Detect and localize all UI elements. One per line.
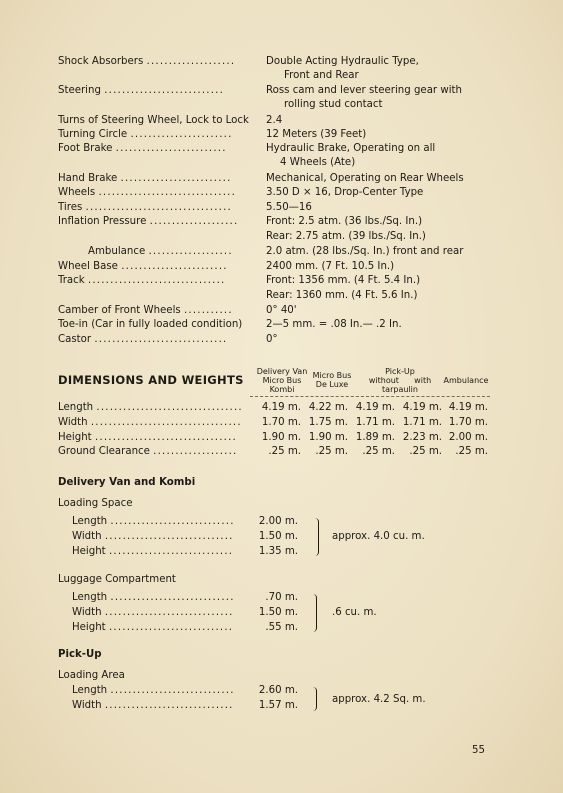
cell: 2.00 m.	[448, 432, 488, 443]
dim-row: Height ............................	[72, 622, 234, 633]
cell: .25 m.	[362, 446, 395, 457]
dim-value: .55 m.	[265, 622, 298, 633]
spec-value: Rear: 1360 mm. (4 Ft. 5.6 In.)	[266, 290, 418, 301]
spec-row	[58, 84, 224, 98]
dim-row: Length ............................	[72, 592, 235, 603]
cell: 1.75 m.	[308, 417, 348, 428]
spec-label: Castor	[58, 334, 92, 345]
spec-value: Mechanical, Operating on Rear Wheels	[266, 173, 464, 184]
cell: .25 m.	[315, 446, 348, 457]
cell: .25 m.	[268, 446, 301, 457]
row-label: Length .................................	[58, 402, 243, 413]
brace	[315, 518, 319, 556]
spec-row	[58, 55, 235, 69]
dimensions-heading: DIMENSIONS AND WEIGHTS	[58, 373, 244, 387]
dim-row: Height ............................	[72, 546, 234, 557]
leader-dots: ...............................	[87, 275, 226, 286]
brace	[313, 594, 317, 632]
cell: 1.71 m.	[402, 417, 442, 428]
leader-dots: ...........	[183, 305, 233, 316]
spec-row	[58, 260, 228, 274]
column-header: Micro Bus De Luxe	[312, 371, 352, 389]
leader-dots: ...............................	[98, 187, 237, 198]
spec-label: Ambulance	[88, 246, 146, 257]
cell: 1.70 m.	[448, 417, 488, 428]
spec-row	[58, 304, 233, 318]
spec-row	[58, 333, 228, 347]
cell: 4.19 m.	[402, 402, 442, 413]
spec-label: Hand Brake	[58, 173, 118, 184]
cell: 4.22 m.	[308, 402, 348, 413]
spec-label: Foot Brake	[58, 143, 113, 154]
dim-row: Width .............................	[72, 531, 234, 542]
column-header: Pick-Up without with tarpaulin	[368, 367, 432, 394]
spec-row	[58, 215, 238, 229]
spec-value: 12 Meters (39 Feet)	[266, 129, 367, 140]
cell: 1.89 m.	[355, 432, 395, 443]
leader-dots: ....................	[146, 56, 236, 67]
leader-dots: .......................	[130, 129, 233, 140]
spec-value-cont: Front and Rear	[284, 70, 359, 81]
leader-dots: .........................	[120, 173, 232, 184]
leader-dots: ....................	[149, 216, 239, 227]
spec-value: 0°	[266, 334, 278, 345]
section-heading: Delivery Van and Kombi	[58, 477, 196, 488]
spec-value-cont: 4 Wheels (Ate)	[280, 157, 356, 168]
spec-row	[88, 245, 233, 259]
spec-value-cont: rolling stud contact	[284, 99, 383, 110]
dim-value: 1.50 m.	[258, 531, 298, 542]
dim-row: Width .............................	[72, 700, 234, 711]
leader-dots: ...................	[148, 246, 233, 257]
leader-dots: ........................	[121, 261, 228, 272]
row-label: Ground Clearance ...................	[58, 446, 238, 457]
spec-label: Camber of Front Wheels	[58, 305, 181, 316]
area-total: approx. 4.2 Sq. m.	[332, 694, 426, 705]
volume-total: approx. 4.0 cu. m.	[332, 531, 425, 542]
spec-row	[58, 274, 226, 288]
spec-row	[58, 172, 232, 186]
spec-value: Front: 2.5 atm. (36 lbs./Sq. In.)	[266, 216, 423, 227]
cell: 4.19 m.	[448, 402, 488, 413]
dim-row: Width .............................	[72, 607, 234, 618]
cell: 1.70 m.	[261, 417, 301, 428]
spec-label: Wheels	[58, 187, 96, 198]
spec-value: 2.0 atm. (28 lbs./Sq. In.) front and rear	[266, 246, 464, 257]
leader-dots: ..............................	[94, 334, 228, 345]
brace	[313, 687, 317, 711]
spec-label: Inflation Pressure	[58, 216, 147, 227]
cell: .25 m.	[455, 446, 488, 457]
cell: 2.23 m.	[402, 432, 442, 443]
spec-label: Track	[58, 275, 85, 286]
dim-value: 1.57 m.	[258, 700, 298, 711]
leader-dots: ...........................	[104, 85, 225, 96]
cell: 4.19 m.	[355, 402, 395, 413]
subsection-label: Loading Space	[58, 498, 133, 509]
volume-total: .6 cu. m.	[332, 607, 377, 618]
cell: .25 m.	[409, 446, 442, 457]
cell: 1.71 m.	[355, 417, 395, 428]
dim-row: Length ............................	[72, 685, 235, 696]
subsection-label: Loading Area	[58, 670, 125, 681]
spec-label: Steering	[58, 85, 101, 96]
spec-label: Turns of Steering Wheel, Lock to Lock	[58, 115, 249, 126]
spec-value: 2400 mm. (7 Ft. 10.5 In.)	[266, 261, 395, 272]
spec-label: Toe-in (Car in fully loaded condition)	[58, 319, 243, 330]
section-heading: Pick-Up	[58, 649, 102, 660]
spec-value: Front: 1356 mm. (4 Ft. 5.4 In.)	[266, 275, 421, 286]
dim-value: 1.35 m.	[258, 546, 298, 557]
cell: 4.19 m.	[261, 402, 301, 413]
spec-row	[58, 186, 236, 200]
spec-label: Turning Circle	[58, 129, 128, 140]
column-header: Delivery Van Micro Bus Kombi	[256, 367, 308, 394]
spec-value: Hydraulic Brake, Operating on all	[266, 143, 436, 154]
header-rule	[250, 396, 490, 397]
spec-label: Wheel Base	[58, 261, 118, 272]
page-number: 55	[472, 745, 485, 756]
spec-value: 0° 40'	[266, 305, 297, 316]
spec-value: 5.50—16	[266, 202, 312, 213]
spec-label: Tires	[58, 202, 83, 213]
spec-row	[58, 128, 233, 142]
row-label: Height ................................	[58, 432, 237, 443]
dim-value: 2.00 m.	[258, 516, 298, 527]
spec-row	[58, 142, 227, 156]
spec-value: Rear: 2.75 atm. (39 lbs./Sq. In.)	[266, 231, 426, 242]
leader-dots: .........................	[115, 143, 227, 154]
spec-value: 3.50 D × 16, Drop-Center Type	[266, 187, 424, 198]
dim-value: .70 m.	[265, 592, 298, 603]
spec-value: 2—5 mm. = .08 In.— .2 In.	[266, 319, 402, 330]
spec-value: Double Acting Hydraulic Type,	[266, 56, 419, 67]
row-label: Width ..................................	[58, 417, 242, 428]
dim-row: Length ............................	[72, 516, 235, 527]
spec-row	[58, 201, 232, 215]
spec-label: Shock Absorbers	[58, 56, 144, 67]
leader-dots: .................................	[85, 202, 232, 213]
column-header: Ambulance	[443, 376, 489, 385]
subsection-label: Luggage Compartment	[58, 574, 176, 585]
cell: 1.90 m.	[308, 432, 348, 443]
spec-value: Ross cam and lever steering gear with	[266, 85, 462, 96]
cell: 1.90 m.	[261, 432, 301, 443]
spec-value: 2.4	[266, 115, 283, 126]
dim-value: 2.60 m.	[258, 685, 298, 696]
dim-value: 1.50 m.	[258, 607, 298, 618]
